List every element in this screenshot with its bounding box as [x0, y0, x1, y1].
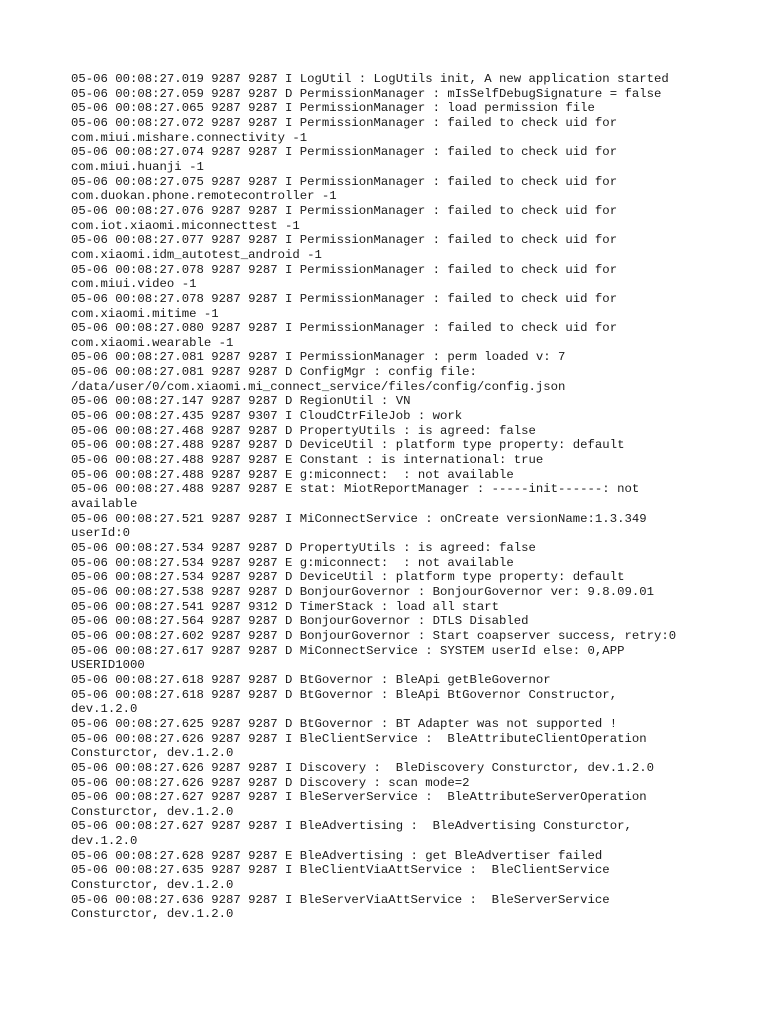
log-line: 05-06 00:08:27.541 9287 9312 D TimerStack : load all start — [71, 599, 500, 614]
log-line: 05-06 00:08:27.075 9287 9287 I PermissionManager : failed to check uid for — [71, 174, 618, 189]
log-line: 05-06 00:08:27.488 9287 9287 D DeviceUtil : platform type property: default — [71, 438, 625, 453]
log-line: 05-06 00:08:27.059 9287 9287 D PermissionManager : mIsSelfDebugSignature = false — [71, 86, 662, 101]
log-line: 05-06 00:08:27.534 9287 9287 E g:miconnect: : not available — [71, 555, 514, 570]
log-line: 05-06 00:08:27.065 9287 9287 I PermissionManager : load permission file — [71, 101, 595, 116]
log-line: 05-06 00:08:27.074 9287 9287 I PermissionManager : failed to check uid for — [71, 145, 618, 160]
log-line: 05-06 00:08:27.077 9287 9287 I PermissionManager : failed to check uid for — [71, 233, 618, 248]
log-line: 05-06 00:08:27.626 9287 9287 I BleClientService : BleAttributeClientOperation — [71, 731, 647, 746]
log-line: Consturctor, dev.1.2.0 — [71, 907, 234, 922]
log-line: 05-06 00:08:27.602 9287 9287 D BonjourGovernor : Start coapserver success, retry:0 — [71, 628, 677, 643]
log-line: 05-06 00:08:27.435 9287 9307 I CloudCtrFileJob : work — [71, 409, 463, 424]
log-line: 05-06 00:08:27.627 9287 9287 I BleAdvertising : BleAdvertising Consturctor, — [71, 819, 632, 834]
log-line: 05-06 00:08:27.636 9287 9287 I BleServerViaAttService : BleServerService — [71, 892, 610, 907]
log-page — [71, 72, 731, 922]
log-line: dev.1.2.0 — [71, 834, 138, 849]
log-line: 05-06 00:08:27.627 9287 9287 I BleServerService : BleAttributeServerOperation — [71, 790, 647, 805]
log-line: 05-06 00:08:27.534 9287 9287 D PropertyUtils : is agreed: false — [71, 541, 536, 555]
log-line: com.miui.mishare.connectivity -1 — [71, 130, 308, 145]
log-line: 05-06 00:08:27.538 9287 9287 D BonjourGovernor : BonjourGovernor ver: 9.8.09.01 — [71, 584, 654, 599]
log-line: 05-06 00:08:27.080 9287 9287 I PermissionManager : failed to check uid for — [71, 321, 618, 336]
log-line: com.miui.video -1 — [71, 277, 197, 292]
log-line: com.iot.xiaomi.miconnecttest -1 — [71, 218, 300, 233]
log-line: /data/user/0/com.xiaomi.mi_connect_service/files/config/config.json — [71, 379, 566, 394]
log-line: 05-06 00:08:27.617 9287 9287 D MiConnectService : SYSTEM userId else: 0,APP — [71, 643, 625, 658]
log-line: 05-06 00:08:27.635 9287 9287 I BleClientViaAttService : BleClientService — [71, 863, 610, 878]
log-line: 05-06 00:08:27.521 9287 9287 I MiConnectService : onCreate versionName:1.3.349 — [71, 511, 647, 526]
log-line: 05-06 00:08:27.468 9287 9287 D PropertyUtils : is agreed: false — [71, 423, 536, 438]
log-line: Consturctor, dev.1.2.0 — [71, 878, 234, 893]
log-line: Consturctor, dev.1.2.0 — [71, 746, 234, 761]
log-line: com.xiaomi.mitime -1 — [71, 306, 219, 321]
log-line: com.xiaomi.idm_autotest_android -1 — [71, 247, 322, 262]
log-line: 05-06 00:08:27.076 9287 9287 I PermissionManager : failed to check uid for — [71, 203, 618, 218]
log-line: userId:0 — [71, 526, 131, 541]
log-line: 05-06 00:08:27.564 9287 9287 D BonjourGovernor : DTLS Disabled — [71, 614, 529, 629]
log-line: 05-06 00:08:27.147 9287 9287 D RegionUtil : VN — [71, 394, 411, 409]
log-line: Consturctor, dev.1.2.0 — [71, 804, 234, 819]
log-line: 05-06 00:08:27.618 9287 9287 D BtGovernor : BleApi BtGovernor Constructor, — [71, 687, 618, 702]
log-line: 05-06 00:08:27.488 9287 9287 E Constant : is international: true — [71, 453, 544, 468]
log-line: com.xiaomi.wearable -1 — [71, 335, 234, 350]
log-line: 05-06 00:08:27.625 9287 9287 D BtGovernor : BT Adapter was not supported ! — [71, 716, 618, 731]
log-line: 05-06 00:08:27.078 9287 9287 I PermissionManager : failed to check uid for — [71, 262, 618, 277]
log-line: available — [71, 497, 138, 512]
log-line: 05-06 00:08:27.626 9287 9287 D Discovery : scan mode=2 — [71, 775, 470, 790]
log-line: 05-06 00:08:27.488 9287 9287 E stat: MiotReportManager : -----init------: not — [71, 482, 640, 497]
log-line: 05-06 00:08:27.072 9287 9287 I PermissionManager : failed to check uid for — [71, 115, 618, 130]
log-line: 05-06 00:08:27.628 9287 9287 E BleAdvertising : get BleAdvertiser failed — [71, 848, 603, 863]
log-line: com.miui.huanji -1 — [71, 159, 204, 174]
log-line: dev.1.2.0 — [71, 702, 138, 717]
log-line: 05-06 00:08:27.626 9287 9287 I Discovery : BleDiscovery Consturctor, dev.1.2.0 — [71, 760, 654, 775]
log-line: 05-06 00:08:27.488 9287 9287 E g:miconnect: : not available — [71, 467, 514, 482]
log-line: 05-06 00:08:27.081 9287 9287 D ConfigMgr : config file: — [71, 365, 477, 380]
log-line: 05-06 00:08:27.081 9287 9287 I PermissionManager : perm loaded v: 7 — [71, 350, 566, 365]
log-line: USERID1000 — [71, 658, 145, 673]
log-line: 05-06 00:08:27.534 9287 9287 D DeviceUtil : platform type property: default — [71, 570, 625, 585]
log-line: 05-06 00:08:27.618 9287 9287 D BtGovernor : BleApi getBleGovernor — [71, 672, 551, 687]
log-line: com.duokan.phone.remotecontroller -1 — [71, 189, 337, 204]
log-line: 05-06 00:08:27.019 9287 9287 I LogUtil : LogUtils init, A new application started — [71, 72, 669, 86]
log-line: 05-06 00:08:27.078 9287 9287 I PermissionManager : failed to check uid for — [71, 291, 618, 306]
